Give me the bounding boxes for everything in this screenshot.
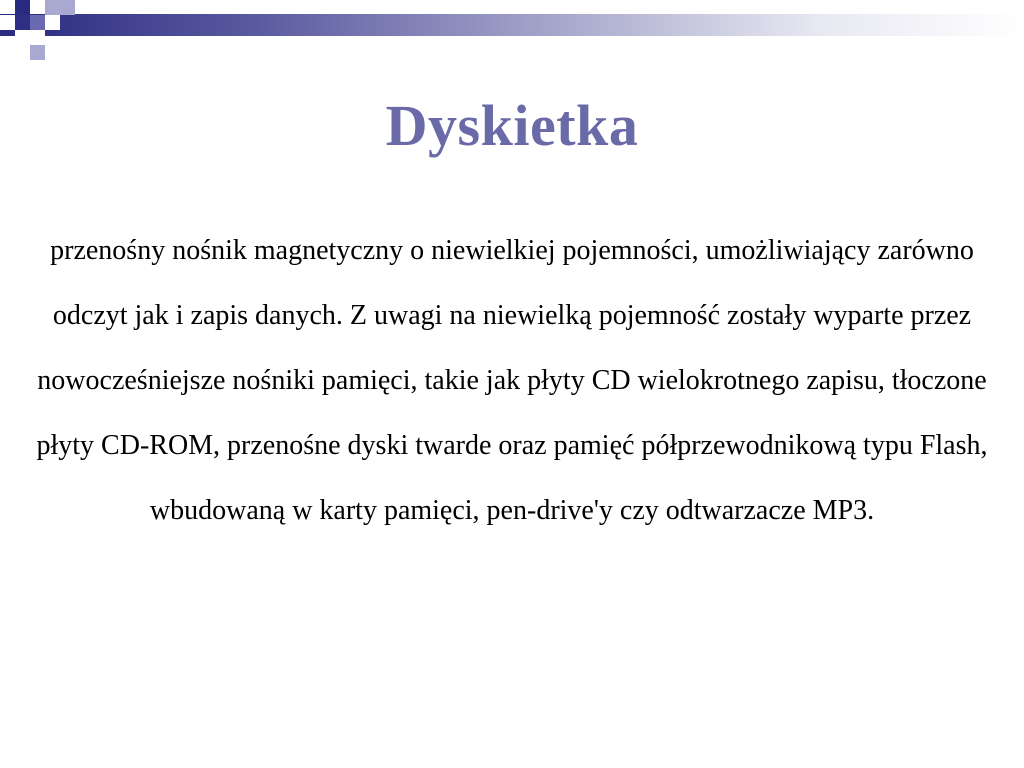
decor-square [15, 0, 30, 15]
decor-square [45, 15, 60, 30]
decor-square [30, 45, 45, 60]
decor-square [15, 30, 30, 45]
decor-square [0, 15, 15, 30]
slide-title: Dyskietka [385, 93, 639, 158]
decor-square [30, 15, 45, 30]
decor-square [30, 30, 45, 45]
decor-square [45, 0, 60, 15]
decor-square [60, 0, 75, 15]
header-gradient-band [0, 14, 1024, 36]
slide-body-text: przenośny nośnik magnetyczny o niewielkiej pojemności, umożliwiający zarówno odczyt jak i zapis danych. Z uwagi na niewielką pojemność zostały wyparte przez nowocześniejsze nośniki pamięci, takie jak płyty CD wielokrotnego zapisu, tłoczone płyty CD-ROM, przenośne dyski twarde oraz pamięć półprzewodnikową typu Flash, wbudowaną w karty pamięci, pen-drive'y czy odtwarzacze MP3. [36, 235, 988, 526]
